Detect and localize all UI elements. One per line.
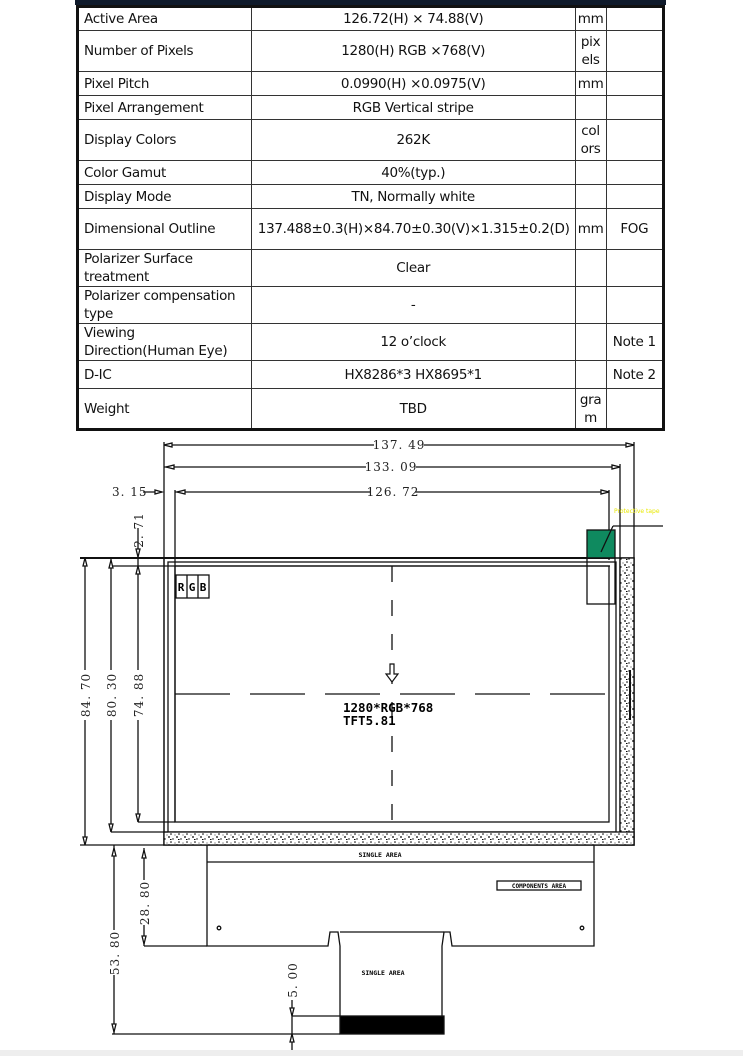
spec-item: Display Colors	[78, 120, 252, 161]
spec-value: Clear	[251, 250, 575, 287]
spec-item: Pixel Arrangement	[78, 96, 252, 120]
dim-label-glass-height: 80. 30	[105, 672, 119, 718]
spec-value: 137.488±0.3(H)×84.70±0.30(V)×1.315±0.2(D)	[251, 209, 575, 250]
spec-item: Display Mode	[78, 185, 252, 209]
spec-note	[606, 185, 663, 209]
spec-value: 262K	[251, 120, 575, 161]
mechanical-drawing	[0, 420, 743, 1056]
spec-value: 126.72(H) × 74.88(V)	[251, 7, 575, 31]
spec-item: Dimensional Outline	[78, 209, 252, 250]
fpc-area-label-upper: SINGLE AREA	[358, 851, 402, 859]
fpc-area-label-lower: SINGLE AREA	[361, 969, 405, 977]
spec-value: 1280(H) RGB ×768(V)	[251, 31, 575, 72]
spec-unit: pixels	[575, 31, 606, 72]
spec-row	[78, 287, 664, 324]
dim-label-fpc-upper: 28. 80	[138, 880, 152, 926]
spec-table	[76, 5, 665, 431]
spec-unit	[575, 185, 606, 209]
spec-unit	[575, 161, 606, 185]
spec-item: Polarizer compensation type	[78, 287, 252, 324]
spec-unit	[575, 250, 606, 287]
spec-value: 0.0990(H) ×0.0975(V)	[251, 72, 575, 96]
spec-item: Active Area	[78, 7, 252, 31]
spec-row	[78, 7, 664, 31]
dim-label-left-offset: 3. 15	[112, 485, 148, 499]
protective-tape-marker	[587, 530, 615, 558]
spec-row	[78, 185, 664, 209]
spec-value: 12 o’clock	[251, 324, 575, 361]
spec-note: FOG	[606, 209, 663, 250]
spec-unit	[575, 361, 606, 389]
spec-item: Viewing Direction(Human Eye)	[78, 324, 252, 361]
spec-item: Weight	[78, 389, 252, 430]
spec-value: 40%(typ.)	[251, 161, 575, 185]
spec-row	[78, 96, 664, 120]
spec-value: TBD	[251, 389, 575, 430]
spec-unit: gram	[575, 389, 606, 430]
rgb-cell-b: B	[199, 581, 207, 594]
spec-note	[606, 31, 663, 72]
spec-row	[78, 324, 664, 361]
spec-unit	[575, 324, 606, 361]
spec-value: -	[251, 287, 575, 324]
resolution-label: 1280*RGB*768	[343, 700, 434, 715]
rgb-cell-g: G	[188, 581, 196, 594]
spec-unit: colors	[575, 120, 606, 161]
spec-note	[606, 287, 663, 324]
spec-unit: mm	[575, 72, 606, 96]
dim-label-glass-width: 133. 09	[364, 460, 418, 474]
spec-item: Pixel Pitch	[78, 72, 252, 96]
spec-value: HX8286*3 HX8695*1	[251, 361, 575, 389]
dim-label-active-height: 74. 88	[132, 672, 146, 718]
panel-size-label: TFT5.81	[343, 713, 396, 728]
spec-unit	[575, 96, 606, 120]
spec-item: Color Gamut	[78, 161, 252, 185]
dim-label-active-width: 126. 72	[366, 485, 420, 499]
dim-label-fpc-total: 53. 80	[108, 930, 122, 976]
dim-label-fpc-tail: 5. 00	[286, 962, 300, 998]
spec-unit: mm	[575, 209, 606, 250]
spec-item: Number of Pixels	[78, 31, 252, 72]
components-area-label: COMPONENTS AREA	[511, 883, 567, 890]
spec-note	[606, 120, 663, 161]
dim-label-outline-width: 137. 49	[372, 438, 426, 452]
spec-row	[78, 31, 664, 72]
protective-tape-label: Protective tape	[614, 508, 660, 515]
spec-row	[78, 72, 664, 96]
rgb-cell-r: R	[177, 581, 185, 594]
spec-note	[606, 72, 663, 96]
dim-fpc-tail	[290, 1000, 294, 1052]
spec-item: Polarizer Surface treatment	[78, 250, 252, 287]
spec-note: Note 2	[606, 361, 663, 389]
spec-row	[78, 209, 664, 250]
dim-label-outline-height: 84. 70	[79, 672, 93, 718]
spec-row	[78, 361, 664, 389]
spec-item: D-IC	[78, 361, 252, 389]
spec-unit	[575, 287, 606, 324]
spec-note	[606, 250, 663, 287]
dim-label-top-offset: 2. 71	[132, 512, 146, 548]
spec-value: TN, Normally white	[251, 185, 575, 209]
spec-row	[78, 161, 664, 185]
spec-note	[606, 7, 663, 31]
spec-unit: mm	[575, 7, 606, 31]
page-bottom-edge	[0, 1050, 743, 1056]
spec-note	[606, 161, 663, 185]
spec-note: Note 1	[606, 324, 663, 361]
dim-active-width	[143, 490, 609, 822]
spec-row	[78, 120, 664, 161]
spec-note	[606, 96, 663, 120]
spec-value: RGB Vertical stripe	[251, 96, 575, 120]
spec-row	[78, 250, 664, 287]
